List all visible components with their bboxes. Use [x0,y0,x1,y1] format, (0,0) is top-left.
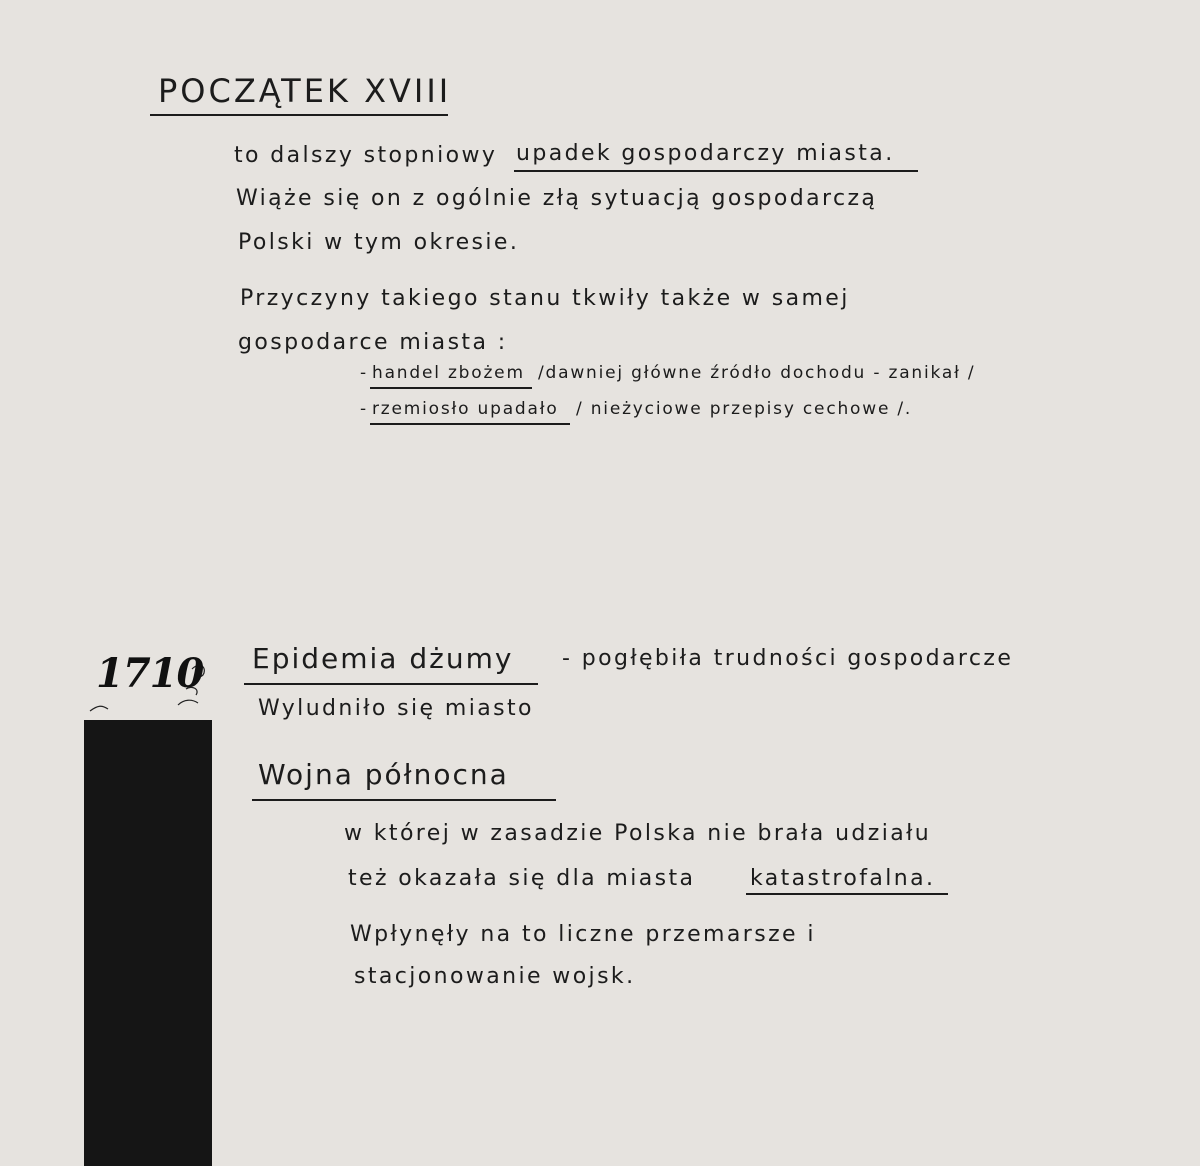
underlined-phrase: upadek gospodarczy miasta. [516,141,895,166]
text-line: Polski w tym okresie. [238,230,520,255]
war-underline [252,799,556,801]
bullet-text: / nieżyciowe przepisy cechowe /. [576,399,913,419]
title-underline [150,114,448,116]
phrase-underline [746,893,948,895]
plague-title: Epidemia dżumy [252,642,514,675]
bullet-underline [370,423,570,425]
underlined-phrase: katastrofalna. [750,866,936,891]
bullet-dash: - [360,363,368,383]
bullet-dash: - [360,399,368,419]
text-line: Wpłynęły na to liczne przemarsze i [350,922,816,947]
bullet-underlined: rzemiosło upadało [372,399,559,419]
text-line: stacjonowanie wojsk. [354,964,636,989]
text-line: gospodarce miasta : [238,330,508,355]
year-1710: 1710 [96,650,204,697]
phrase-underline [514,170,918,172]
text-line: Wiąże się on z ogólnie złą sytuacją gospodarczą [236,186,878,211]
text-line: w której w zasadzie Polska nie brała udziału [344,821,932,846]
text-line: też okazała się dla miasta [348,866,696,891]
bullet-underlined: handel zbożem [372,363,525,383]
bullet-text: /dawniej główne źródło dochodu - zanikał / [538,363,976,383]
text-line: - pogłębiła trudności gospodarcze [562,646,1014,671]
war-title: Wojna północna [258,758,509,791]
timeline-bar [84,720,212,1166]
text-line: Przyczyny takiego stanu tkwiły także w samej [240,286,850,311]
section-title: POCZĄTEK XVIII [158,72,452,110]
text-line: Wyludniło się miasto [258,696,534,721]
plague-underline [244,683,538,685]
bullet-underline [370,387,532,389]
text-line: to dalszy stopniowy [234,143,498,168]
